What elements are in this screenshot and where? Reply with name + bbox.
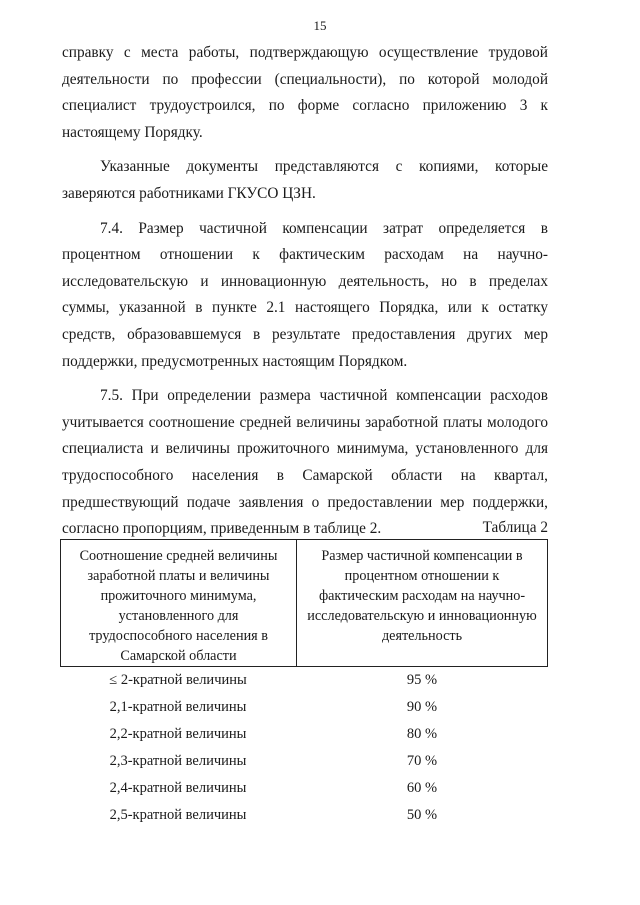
table-row — [60, 775, 548, 802]
percent-cell: 95 % — [406, 672, 438, 688]
table-row — [60, 694, 548, 721]
ratio-cell: 2,1-кратной величины — [109, 699, 247, 715]
ratio-cell: 2,5-кратной величины — [109, 807, 247, 823]
percent-cell: 80 % — [406, 726, 438, 742]
table-header-ratio: Соотношение средней величины заработной платы и величины прожиточного минимума, установленного для трудоспособного населения в Самарской области — [61, 540, 297, 666]
table-header — [60, 539, 548, 667]
paragraph: Указанные документы представляются с копиями, которые заверяются работниками ГКУСО ЦЗН. — [62, 158, 548, 202]
body-text — [62, 40, 548, 543]
percent-cell: 70 % — [406, 753, 438, 769]
table-caption: Таблица 2 — [482, 519, 548, 536]
percent-cell: 90 % — [406, 699, 438, 715]
table-row — [60, 748, 548, 775]
paragraph: 7.4. Размер частичной компенсации затрат определяется в процентном отношении к фактическим расходам на научно-исследовательскую и инновационную деятельность, но в пределах суммы, указанной в пункте 2.1 настоящего Порядка, или к остатку средств, образовавшемуся в результате предоставления других мер поддержки, предусмотренных настоящим Порядком. — [62, 219, 548, 370]
percent-cell: 50 % — [406, 807, 438, 823]
table-header-compensation: Размер частичной компенсации в процентном отношении к фактическим расходам на научно-исследовательскую и инновационную деятельность — [307, 548, 537, 644]
percent-cell: 60 % — [406, 780, 438, 796]
ratio-cell: 2,2-кратной величины — [109, 726, 247, 742]
page-number: 15 — [313, 18, 327, 33]
paragraph: 7.5. При определении размера частичной компенсации расходов учитывается соотношение средней величины заработной платы молодого специалиста и величины прожиточного минимума, установленного для трудоспособного населения в Самарской области на квартал, предшествующий подаче заявления о предоставлении мер поддержки, согласно пропорциям, приведенным в таблице 2. — [62, 387, 548, 538]
paragraph: справку с места работы, подтверждающую осуществление трудовой деятельности по профессии (специальности), по которой молодой специалист трудоустроился, по форме согласно приложению 3 к настоящему Порядку. — [62, 44, 548, 141]
table-row — [60, 667, 548, 694]
ratio-cell: 2,3-кратной величины — [109, 753, 247, 769]
ratio-cell: 2,4-кратной величины — [109, 780, 247, 796]
table-row — [60, 802, 548, 829]
table-row — [60, 721, 548, 748]
table-body — [60, 667, 548, 829]
ratio-cell: ≤ 2-кратной величины — [109, 672, 247, 688]
